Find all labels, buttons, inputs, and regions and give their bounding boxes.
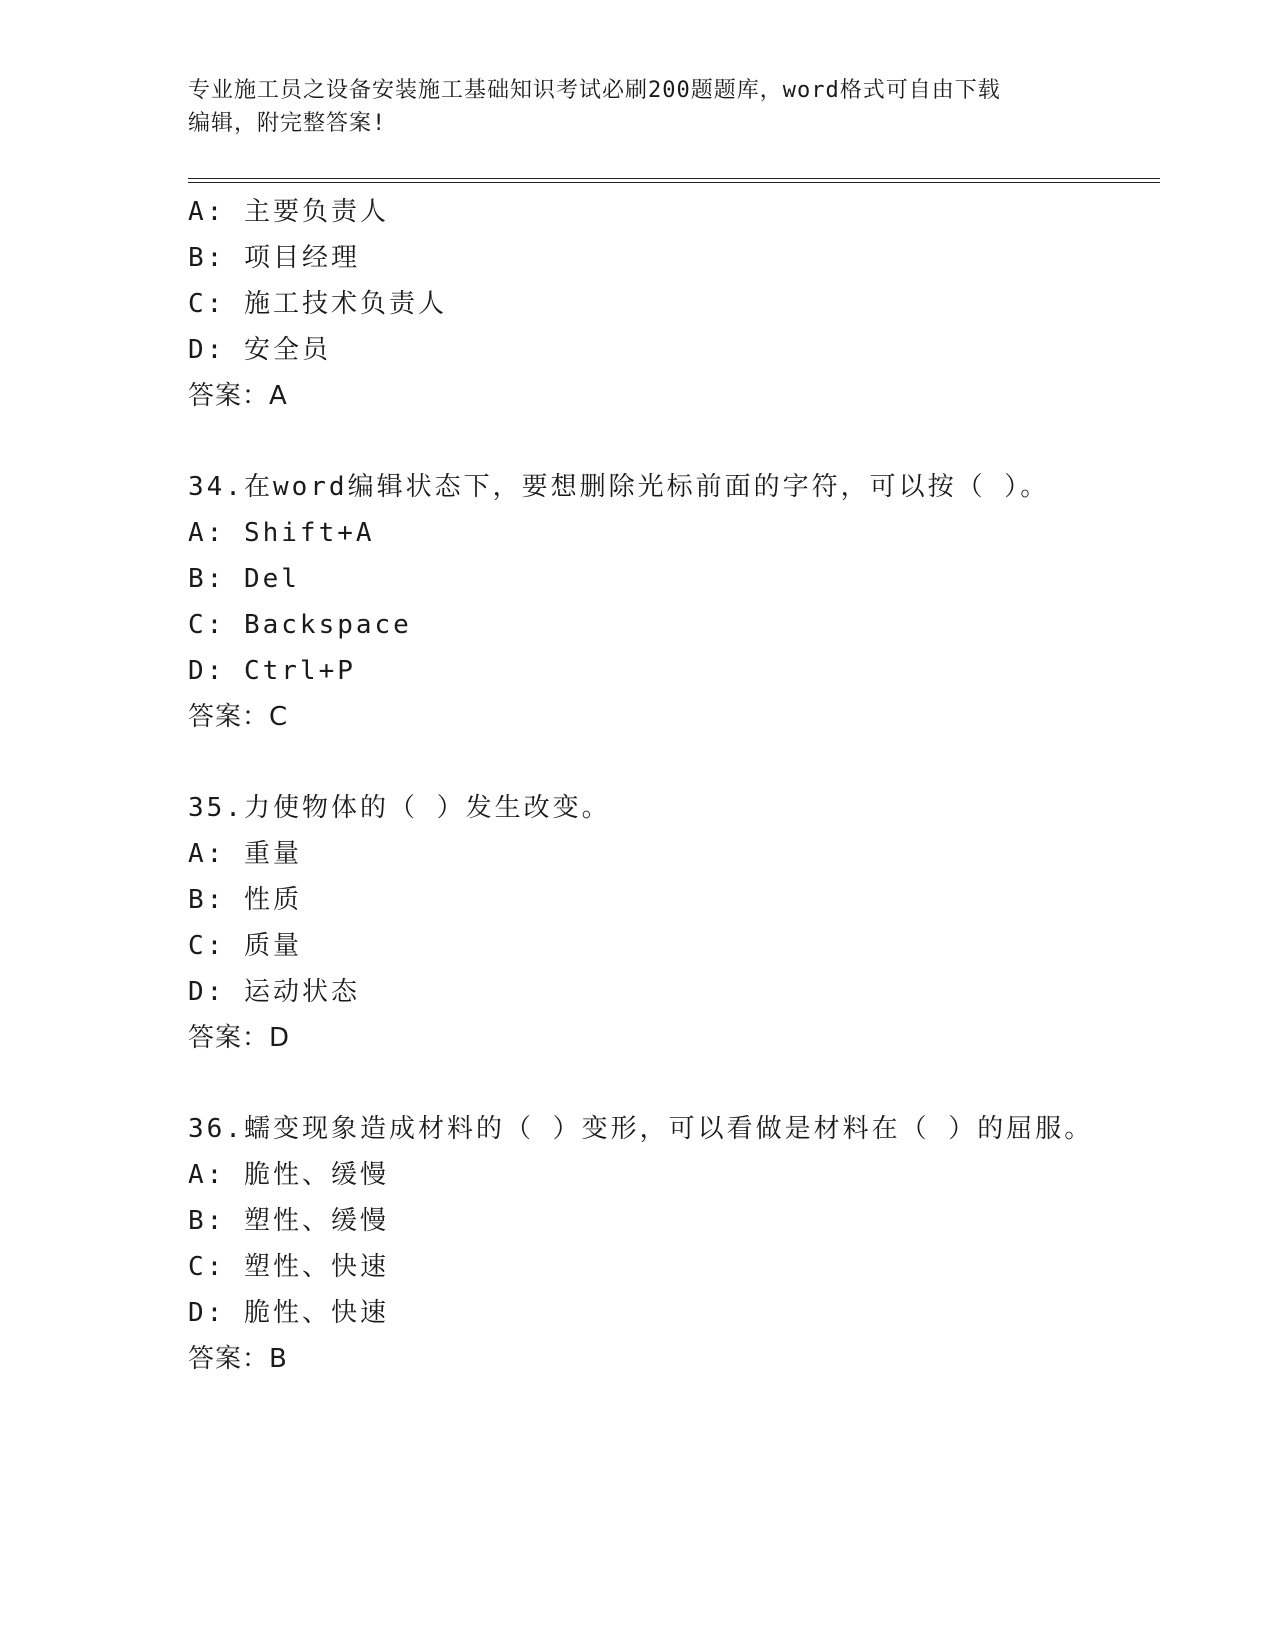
block-spacer [188, 740, 1168, 785]
option-d: D: 脆性、快速 [188, 1298, 389, 1328]
question-block [188, 189, 1168, 419]
header-title-line-1: 专业施工员之设备安装施工基础知识考试必刷200题题库，word格式可自由下载 [188, 78, 1001, 103]
option-a: A: 脆性、缓慢 [188, 1160, 389, 1190]
question-text: 35.力使物体的（ ）发生改变。 [188, 793, 611, 823]
question-block [188, 1106, 1168, 1382]
header-title-line-2: 编辑，附完整答案! [188, 111, 387, 136]
document-header [188, 74, 1088, 140]
question-text: 34.在word编辑状态下，要想删除光标前面的字符，可以按（ ）。 [188, 472, 1050, 502]
question-list [188, 189, 1168, 1382]
option-b: B: 项目经理 [188, 243, 360, 273]
option-c: C: Backspace [188, 610, 412, 640]
option-d: D: Ctrl+P [188, 656, 356, 686]
option-b: B: Del [188, 564, 300, 594]
option-c: C: 质量 [188, 931, 302, 961]
option-a: A: 主要负责人 [188, 197, 389, 227]
option-c: C: 施工技术负责人 [188, 289, 447, 319]
option-c: C: 塑性、快速 [188, 1252, 389, 1282]
option-d: D: 运动状态 [188, 977, 360, 1007]
option-d: D: 安全员 [188, 335, 331, 365]
answer-line: 答案：B [188, 1344, 288, 1374]
answer-line: 答案：C [188, 702, 289, 732]
answer-line: 答案：D [188, 1023, 291, 1053]
header-divider [188, 178, 1160, 183]
option-a: A: 重量 [188, 839, 302, 869]
block-spacer [188, 419, 1168, 464]
question-block [188, 464, 1168, 740]
question-block [188, 785, 1168, 1061]
option-a: A: Shift+A [188, 518, 375, 548]
option-b: B: 塑性、缓慢 [188, 1206, 389, 1236]
block-spacer [188, 1061, 1168, 1106]
question-text: 36.蠕变现象造成材料的（ ）变形，可以看做是材料在（ ）的屈服。 [188, 1114, 1094, 1144]
answer-line: 答案：A [188, 381, 288, 411]
option-b: B: 性质 [188, 885, 302, 915]
